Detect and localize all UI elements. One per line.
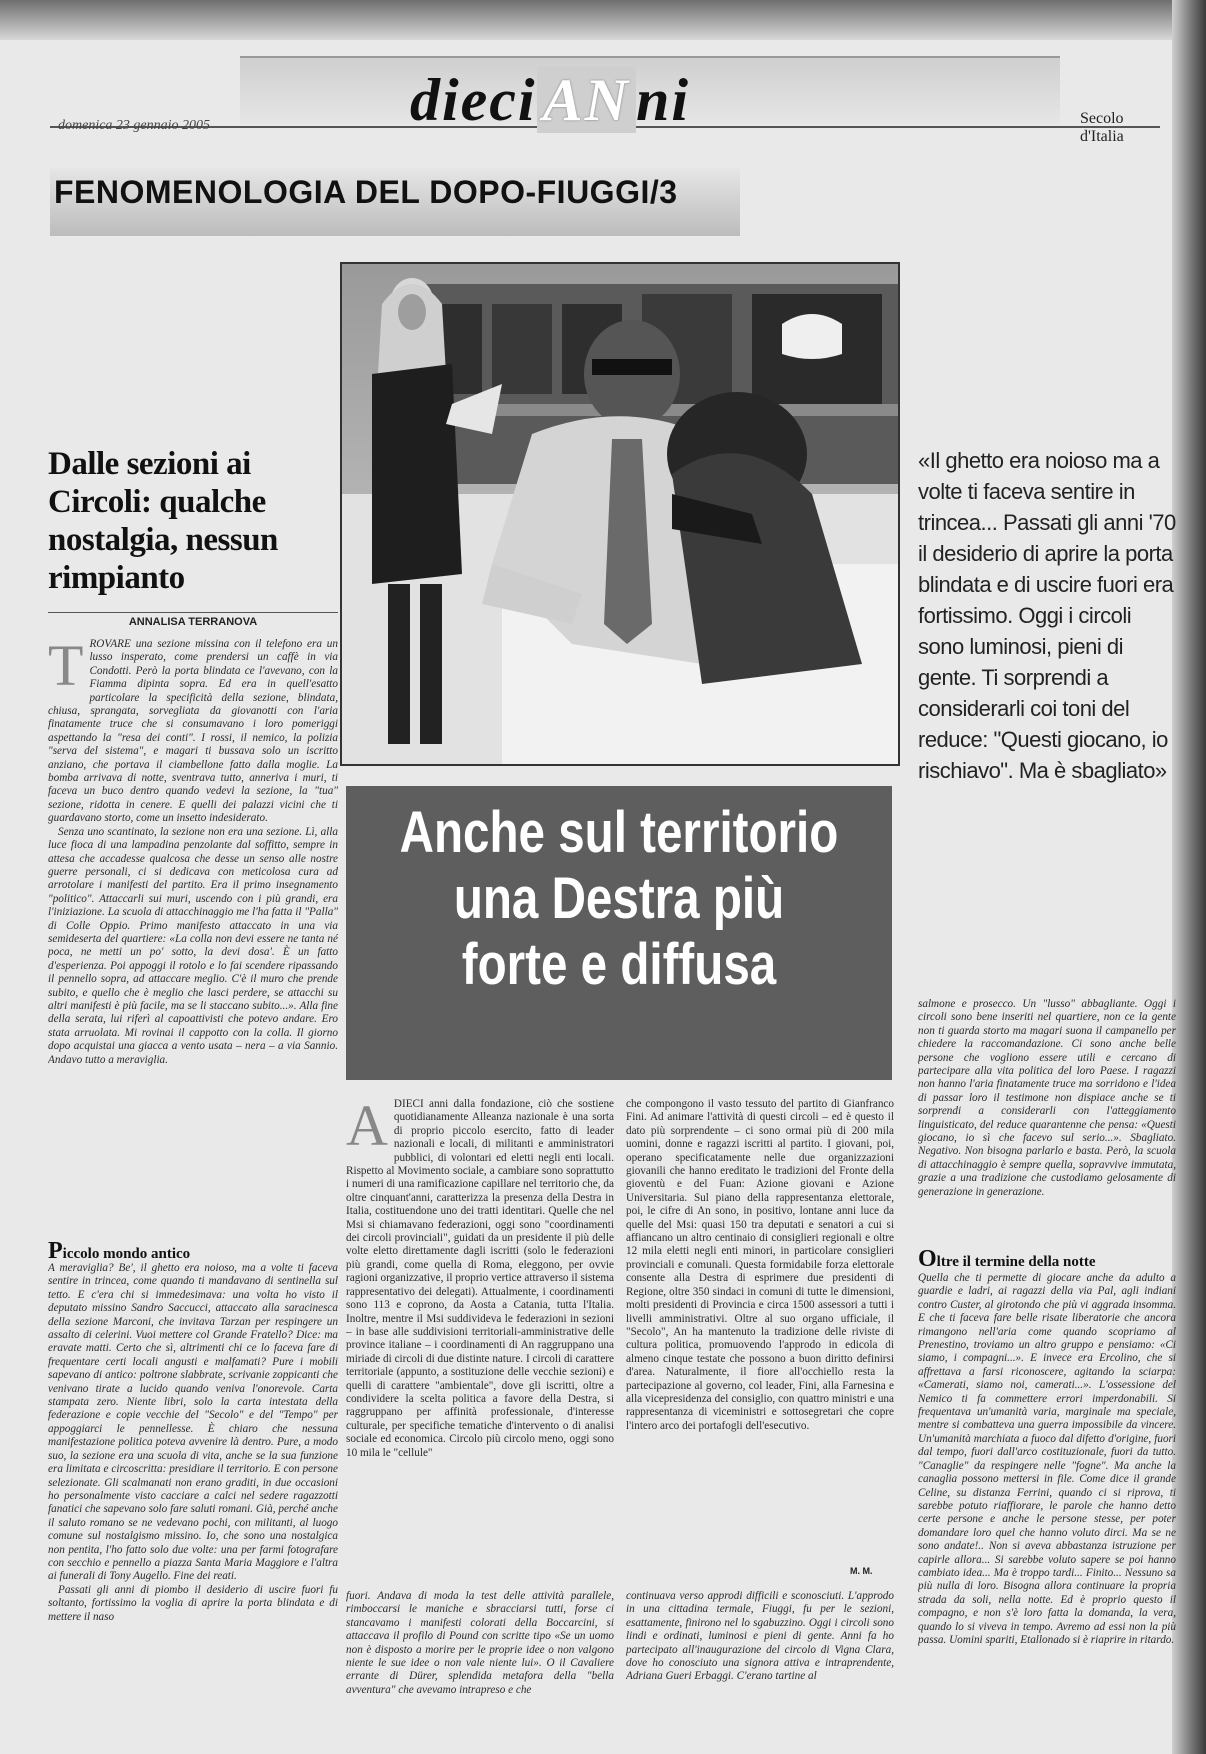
main-headline: Anche sul territorio una Destra più forte e diffusa: [399, 800, 839, 997]
photo-illustration: [342, 264, 898, 764]
right-p2-text: Quella che ti permette di giocare anche da adulto a guardie e ladri, ai ragazzi della via Pal, agli indiani contro Custer, al girotondo che più vi aggrada insomma. E che ti faceva fare belle risate liberatorie che ancora rimangono nell'aria come quando scopriamo al Prenestino, troviamo un altro gruppo e pensiamo: «Ci siamo, i compagni...». E invece era Ercolino, che si affrettava a farsi riconoscere, agitando la sciarpa: «Camerati, siamo noi, camerati...». L'ossessione del Nemico ti fa commettere errori imperdonabili. Si frequentava un'umanità varia, marginale ma speciale, mentre si combatteva una guerra impossibile da vincere. Un'umanità marchiata a fuoco dal difetto d'origine, fuori dal tempo, fuori dall'arco costituzionale, fuori da tutto. "Canaglie" da respingere nelle "fogne". Ma anche la canaglia possono mettersi in file. Come dice il grande Celine, su distanza Ferrini, quando ci si riprova, ti sarebbe potuto riaffiorare, le parole che hanno detto certe persone e anche le persone stesse, per poter domandare loro quel che hanno voluto dirci. Ma se ne sono andate!.. Non si aveva abbastanza istruzione per capirle allora... Si sarebbe voluto sapere se poi hanno cambiato idea... Ma è troppo tardi... Finito... Nessuno sa più nulla di loro. Bisogna allora continuare la propria strada da soli, nella notte. Ed è proprio questo il compagno, e non s'è loro fatta la domanda, la vera, quando lo si viveva in tempo. Avremo ad essi non la più passa. Uomini spariti, Etallonado si è riaprire in ritardo.: [918, 1272, 1176, 1646]
newspaper-brand: Secolo d'Italia: [1080, 110, 1124, 145]
subheading-oltre: [918, 1246, 1096, 1273]
left-p3-text: A meraviglia? Be', il ghetto era noioso, ma a volte ti faceva sentire in trincea, come quando ti mandavano di sentinella sul tetto. E c'era chi si immedesimava: una volta ho visto il deputato missino Sandro Saccucci, attaccato alla saracinesca della sezione Marconi, che invitava Tarzan per respingere un assalto di celerini. Vuoi mettere col Grande Fratello? Dice: ma eravate matti. Certo che sì, altrimenti chi ce lo faceva fare di frequentare certi locali angusti e malfamati? Pure i mobili sapevano di antico: poltrone slabbrate, scrivanie zoppicanti che venivano tirate a lucido quando veniva l'onorevole. Carta stampata zero. Niente libri, solo la carta intestata della federazione e copie vecchie del "Secolo" e del "Tempo" per appoggiarci le pennellesse. È chiaro che nessuna manifestazione politica poteva avvenire là dentro. Pure, a modo suo, la sezione era una scuola di vita, anche se la sua funzione era limitata e circoscritta: presidiare il territorio. E con persone selezionate. Gli scalmanati non erano graditi, in due occasioni ho personalmente visto cacciare a calci nel sedere ragazzotti fanatici che sapevano solo fare saluti romani. Già, perché anche il saluto romano se ne vedevano pochi, con militanti, al luogo comune sul nostalgismo missino. Io, che sono una nostalgica non pentita, l'ho fatto solo due volte: una per farmi fotografare con secchio e pennello a piazza Santa Maria Maggiore e l'altra ai funerali di Tony Augello. Fine dei reati.: [48, 1262, 338, 1583]
bottom-column-2: [626, 1590, 894, 1740]
article-title: Dalle sezioni ai Circoli: qualche nostalgia, nessun rimpianto: [48, 446, 278, 596]
dropcap-t: T: [48, 638, 84, 698]
left-p2-text: Senza uno scantinato, la sezione non era una sezione. Lì, alla luce fioca di una lampadina penzolante dal soffitto, sempre in attesa che accadesse qualcosa che desse un senso alle nostre guerre personali, ci si dedicava con meticolosa cura ad arrotolare i manifesti del partito. Era il primo insegnamento "politico". Attaccarli sui muri, uscendo con i più grandi, era l'iniziazione. La scuola di attacchinaggio me l'ha fatta il "Palla" di Colle Oppio. Primo manifesto attaccato in una via semideserta del quartiere: «La colla non devi essere ne tanta né poca, ne metti un po' sotto, la devi dosa'. È un fatto d'esperienza. Poi appoggi il rotolo e lo fai scendere ripassando il pennello sopra, ad attaccare meglio. C'è il muro che prende subito, e quello che è meglio che lasci perdere, se attacchi su altri manifesti è più facile, ma se li staccano subito...». Alla fine della serata, lui riferì al capoattivisti che potevo andare. Ero stata arruolata. Mi rovinai il cappotto con la colla. Il giorno dopo acquistai una giacca a vento usata – nera – a via Sannio. Andavo tutto a meraviglia.: [48, 825, 338, 1066]
mid-p2-text: che compongono il vasto tessuto del partito di Gianfranco Fini. Ad animare l'attività di questi circoli – ed è questo il dato più sorprendente – ci sono ormai più di 200 mila uomini, donne e ragazzi iscritti al partito. I giovani, poi, operano specificatamente nelle due organizzazioni giovanili che hanno ereditato le tradizioni del Fronte della gioventù e del Fuan: Azione giovani e Azione Universitaria. Sul piano della rappresentanza elettorale, poi, le cifre di An sono, in positivo, lontane anni luce da quelle del Msi: quasi 150 tra deputati e senatori a cui si affiancano un altro centinaio di consiglieri regionali e oltre 12 mila eletti negli enti minori, in particolare consiglieri provinciali e comunali. Questa formidabile forza elettorale consente alla Destra di esprimere due presidenti di Regione, oltre 350 sindaci in comuni di tutte le dimensioni, molti presidenti di Provincia e circa 1500 assessori a tutti i livelli amministrativi. Oltre al suo organo ufficiale, il "Secolo", An ha mantenuto la tradizione delle riviste di cultura politica, promuovendo l'approdo in edicola di almeno cinque testate che possono a buon diritto definirsi d'area. Naturalmente, il fiore all'occhiello resta la partecipazione al governo, col leader, Fini, alla Farnesina e alla vicepresidenza del consiglio, con quattro ministri e una rappresentanza di viceministri e sottosegretari che copre l'intero arco dei portafogli dell'esecutivo.: [626, 1098, 894, 1432]
section-kicker: FENOMENOLOGIA DEL DOPO-FIUGGI/3: [54, 174, 678, 210]
article-signature: M. M.: [850, 1566, 873, 1576]
left-column-bottom: [48, 1262, 338, 1738]
left-intro-text: ROVARE una sezione missina con il telefono era un lusso insperato, come prendersi un caffè in via Condotti. Però la porta blindata ce l'avevano, con la Fiamma dipinta sopra. Ed era in quell'esatto particolare la specificità della sezione, blindata, chiusa, sprangata, sorvegliata da giovanotti con l'aria finatamente truce che si consumavano i loro pomeriggi aspettando la "resa dei conti". I rossi, il nemico, la polizia "serva del sistema", e magari ti bussava solo un iscritto anziano, che portava il ciambellone fatto dalla moglie. La bomba arrivava di notte, sventrava tutto, anneriva i muri, ti faceva un buco dentro quando vedevi la sezione, la "tua" sezione, ridotta in cenere. E quelli dei palazzi vicini che ti guardavano storto, come un insetto indesiderato.: [48, 638, 338, 825]
right-column-top: [918, 998, 1176, 1230]
masthead-an: AN: [537, 67, 636, 133]
left-p4-text: Passati gli anni di piombo il desiderio di uscire fuori fu soltanto, fortissimo la voglia di aprire la porta blindata e di mettere il naso: [48, 1583, 338, 1623]
mid-p1-text: DIECI anni dalla fondazione, ciò che sostiene quotidianamente Alleanza nazionale è una sorta di proprio piccolo esercito, fatto di leader nazionali e locali, di militanti e amministratori pubblici, di volontari ed eletti negli enti locali. Rispetto al Movimento sociale, a cambiare sono soprattutto i numeri di una ramificazione capillare nel territorio che, da oltre cinquant'anni, caratterizza la presenza della Destra in Italia, costituendone uno dei tratti identitari. Quelle che nel Msi si chiamavano federazioni, oggi sono "coordinamenti dei circoli provinciali", guidati da un presidente il più delle volte eletto direttamente dagli iscritti (solo le federazioni più grandi, come quella di Roma, eleggono, per ovvie ragioni organizzative, il proprio vertice attraverso il sistema rappresentativo dei delegati). Attualmente, i coordinamenti sono 113 e coprono, da Aosta a Catania, tutta l'Italia. Inoltre, mentre il Msi suddivideva le federazioni in sezioni – in base alle suddivisioni territoriali-amministrative delle province italiane – i coordinamenti di An raggruppano una miriade di circoli di due distinte nature. I circoli di carattere territoriale (appunto, a sostituzione delle vecchie sezioni) e quelli di carattere "ambientale", dove gli iscritti, oltre a condividere la scelta politica a favore della Destra, si raggruppano per affinità professionale, d'interesse culturale, per specifiche tematiche d'intervento o di analisi sociale ed economica. Circolo più circolo meno, oggi sono 10 mila le "cellule": [346, 1098, 614, 1459]
right-subheading-initial: O: [918, 1246, 937, 1272]
bottom-b-text: continuava verso approdi difficili e sconosciuti. L'approdo in una cittadina termale, Fiuggi, fu per le sezioni, esattamente, finirono nel lo sgabuzzino. Oggi i circoli sono lindi e ordinati, luminosi e pieni di gente. Anni fa ho partecipato all'inaugurazione del circolo di Vigna Clara, dove ho conosciuto una signora attiva e intraprendente, Adriana Gueri Erbaggi. C'erano tartine al: [626, 1590, 894, 1683]
right-column-bottom: [918, 1272, 1176, 1738]
dropcap-a: A: [346, 1098, 388, 1158]
masthead: [410, 66, 690, 135]
subheading-initial: P: [48, 1238, 63, 1264]
news-photo: [340, 262, 900, 766]
right-p1-text: salmone e prosecco. Un "lusso" abbagliante. Oggi i circoli sono bene inseriti nel quartiere, non ce la gente non ti guarda storto ma magari suona il campanello per chiedere la raccomandazione. Ci sono anche belle persone che vogliono essere utili e cercano di partecipare alla vita politica del loro Paese. I ragazzi non hanno l'aria finatamente truce ma sorridono e l'idea di passar loro il testimone non dispiace anche se ti sorprendi a considerarli con l'atteggiamento linguisticato, del reduce quarantenne che pensa: «Questi giocano, io sì che facevo sul serio...». Sbagliato. Negativo. Non bisogna parlarlo e basta. Però, la scuola di attacchinaggio è sempre quella, sopravvive immutata, grazie a una tradizione che custodiamo gelosamente di generazione in generazione.: [918, 998, 1176, 1198]
issue-date: domenica 23 gennaio 2005: [58, 118, 211, 133]
subheading-piccolo-mondo: [48, 1238, 190, 1265]
byline: ANNALISA TERRANOVA: [48, 612, 338, 628]
left-column-top: [48, 638, 338, 1234]
bottom-column-1: [346, 1590, 614, 1740]
page-spine: [1172, 0, 1206, 1754]
page-header: [50, 44, 1170, 144]
right-subheading-text: ltre il termine della notte: [936, 1254, 1096, 1270]
middle-column-2: [626, 1098, 894, 1564]
subheading-text: iccolo mondo antico: [62, 1246, 191, 1262]
masthead-prefix: dieci: [410, 67, 537, 133]
top-shadow: [0, 0, 1206, 40]
middle-column-1: [346, 1098, 614, 1564]
bottom-a-text: fuori. Andava di moda la test delle attività parallele, rimboccarsi le maniche e sbracciarsi tutti, forse ci stancavamo i manifesti colorati della Boccarcini, si attaccava il profilo di Pound con scritte tipo «Se un uomo non è disposto a morire per le proprie idee o non valgono niente le sue idee o non vale niente lui». O il Cavaliere errante di Dürer, splendida metafora della "bella avventura" che avevamo intrapreso e che: [346, 1590, 614, 1696]
masthead-suffix: ni: [635, 67, 691, 133]
pull-quote: «Il ghetto era noioso ma a volte ti faceva sentire in trincea... Passati gli anni '70 il desiderio di aprire la porta blindata e di uscire fuori era fortissimo. Oggi i circoli sono luminosi, pieni di gente. Ti sorprendi a considerarli coi toni del reduce: "Questi giocano, io rischiavo". Ma è sbagliato»: [918, 448, 1176, 783]
